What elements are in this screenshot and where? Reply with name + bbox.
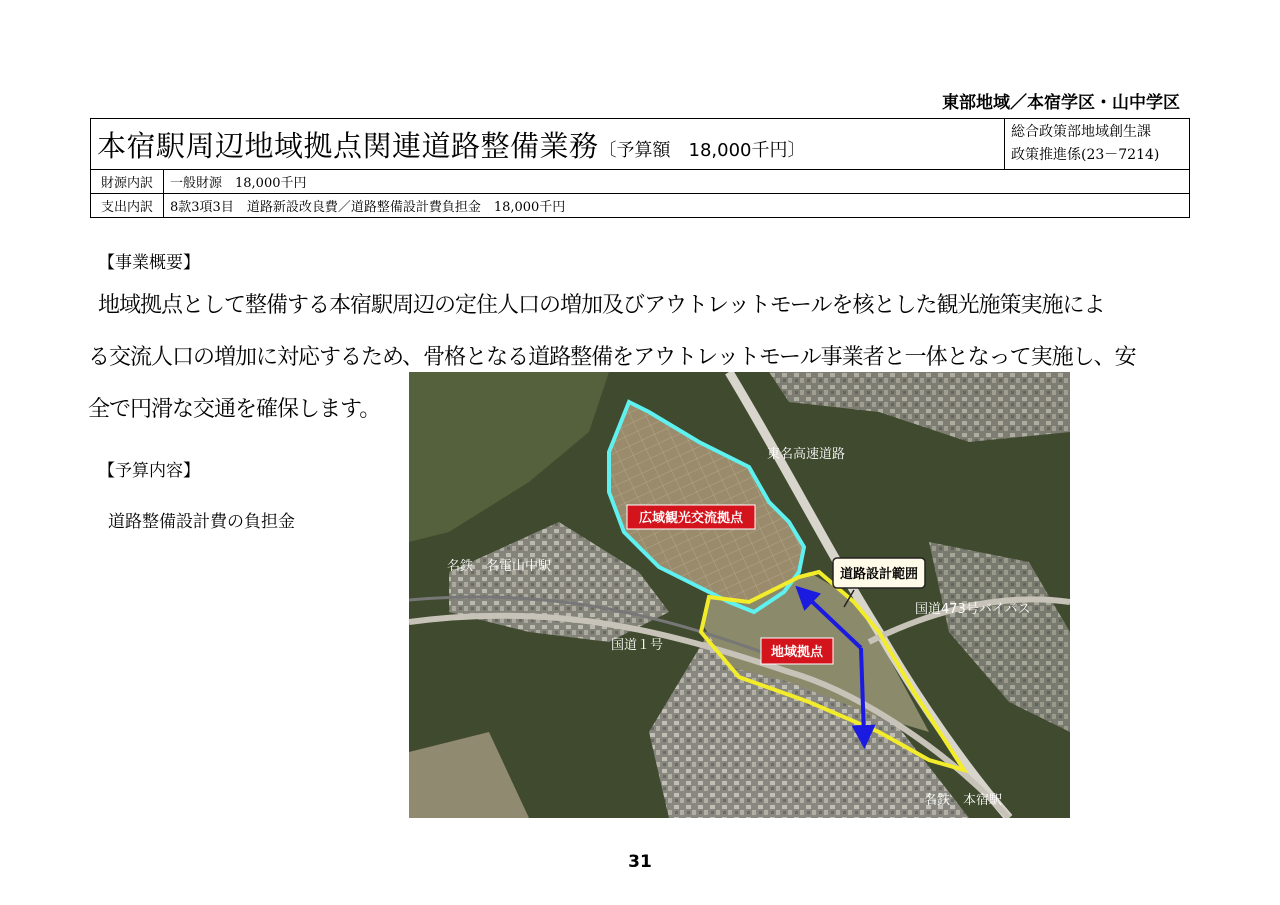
route1-label: 国道１号 [611,638,664,653]
local-base-label: 地域拠点 [770,645,824,660]
meitetsu-motojuku-label: 名鉄 本宿駅 [924,793,1003,808]
expenditure-value: 8款3項3目 道路新設改良費／道路整備設計費負担金 18,000千円 [164,194,1190,218]
project-title: 本宿駅周辺地域拠点関連道路整備業務 [97,128,599,163]
funding-label: 財源内訳 [91,170,164,194]
funding-value: 一般財源 18,000千円 [164,170,1190,194]
overview-line-3: 全で円滑な交通を確保します。 [88,397,381,422]
expenditure-label: 支出内訳 [91,194,164,218]
section-name: 政策推進係(23－7214) [1011,147,1160,163]
meitetsu-yamanaka-label: 名鉄 名電山中駅 [447,559,552,574]
overview-line-2: る交流人口の増加に対応するため、骨格となる道路整備をアウトレットモール事業者と一体となって実施し、安 [88,345,1136,370]
budget-content-item: 道路整備設計費の負担金 [108,512,295,532]
wide-area-label: 広域観光交流拠点 [638,511,744,526]
project-budget: 〔予算額 18,000千円〕 [598,139,806,161]
department-name: 総合政策部地域創生課 [1011,124,1151,140]
budget-content-heading: 【予算内容】 [98,461,200,481]
overview-heading: 【事業概要】 [98,253,200,273]
expressway-label: 東名高速道路 [767,447,846,462]
route473-label: 国道473号バイパス [915,602,1031,617]
project-title-cell [91,119,1005,170]
overview-line-1: 地域拠点として整備する本宿駅周辺の定住人口の増加及びアウトレットモールを核とした観光施策実施によ [98,293,1105,318]
region-label: 東部地域／本宿学区・山中学区 [942,93,1180,113]
project-header-table [90,118,1190,218]
design-range-label: 道路設計範囲 [839,567,919,582]
aerial-map-photo [409,372,1070,818]
department-cell [1005,119,1190,170]
page-number: 31 [628,852,652,872]
